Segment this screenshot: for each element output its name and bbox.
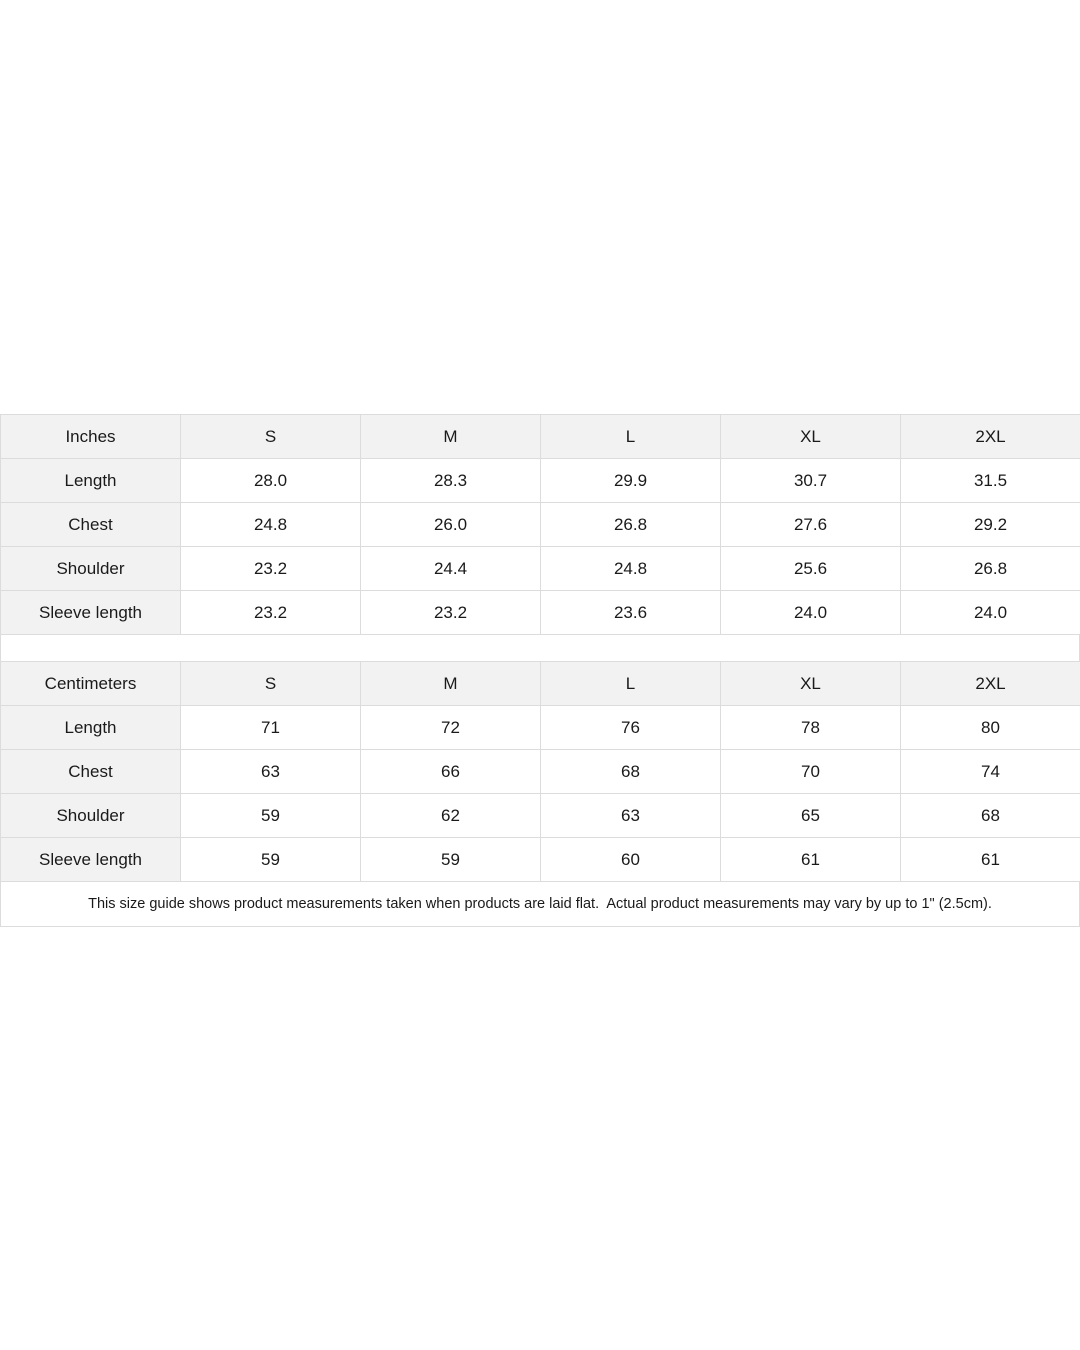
- row-label-sleeve-length: Sleeve length: [1, 838, 181, 882]
- row-label-length: Length: [1, 459, 181, 503]
- row-label-shoulder: Shoulder: [1, 794, 181, 838]
- row-label-chest: Chest: [1, 503, 181, 547]
- table-cell: 70: [721, 750, 901, 794]
- centimeters-header-row: [1, 662, 1080, 706]
- table-cell: 60: [541, 838, 721, 882]
- row-label-sleeve-length: Sleeve length: [1, 591, 181, 635]
- table-cell: 28.3: [361, 459, 541, 503]
- size-header-2xl: 2XL: [901, 415, 1080, 459]
- table-cell: 24.0: [901, 591, 1080, 635]
- table-cell: 76: [541, 706, 721, 750]
- table-cell: 59: [181, 794, 361, 838]
- table-cell: 30.7: [721, 459, 901, 503]
- row-label-length: Length: [1, 706, 181, 750]
- table-cell: 24.8: [541, 547, 721, 591]
- centimeters-table: [0, 661, 1080, 882]
- table-cell: 66: [361, 750, 541, 794]
- size-header-2xl: 2XL: [901, 662, 1080, 706]
- inches-table: [0, 414, 1080, 635]
- row-label-chest: Chest: [1, 750, 181, 794]
- table-cell: 59: [361, 838, 541, 882]
- table-cell: 68: [541, 750, 721, 794]
- table-row: [1, 750, 1080, 794]
- table-row: [1, 591, 1080, 635]
- table-cell: 27.6: [721, 503, 901, 547]
- size-header-s: S: [181, 662, 361, 706]
- table-cell: 29.2: [901, 503, 1080, 547]
- unit-label-centimeters: Centimeters: [1, 662, 181, 706]
- table-cell: 23.6: [541, 591, 721, 635]
- table-cell: 71: [181, 706, 361, 750]
- inches-header-row: [1, 415, 1080, 459]
- size-header-l: L: [541, 415, 721, 459]
- table-cell: 61: [721, 838, 901, 882]
- table-row: [1, 706, 1080, 750]
- table-cell: 62: [361, 794, 541, 838]
- table-cell: 72: [361, 706, 541, 750]
- table-cell: 26.8: [901, 547, 1080, 591]
- table-cell: 63: [541, 794, 721, 838]
- table-cell: 28.0: [181, 459, 361, 503]
- size-header-xl: XL: [721, 415, 901, 459]
- table-cell: 61: [901, 838, 1080, 882]
- table-row: [1, 503, 1080, 547]
- measurement-note: This size guide shows product measurements taken when products are laid flat. Actual product measurements may vary by up to 1" (2.5cm).: [0, 882, 1080, 927]
- table-cell: 24.4: [361, 547, 541, 591]
- table-row: [1, 459, 1080, 503]
- table-row: [1, 547, 1080, 591]
- table-cell: 59: [181, 838, 361, 882]
- table-cell: 80: [901, 706, 1080, 750]
- row-label-shoulder: Shoulder: [1, 547, 181, 591]
- table-cell: 65: [721, 794, 901, 838]
- table-cell: 23.2: [361, 591, 541, 635]
- table-row: [1, 838, 1080, 882]
- table-cell: 23.2: [181, 547, 361, 591]
- table-cell: 63: [181, 750, 361, 794]
- table-cell: 29.9: [541, 459, 721, 503]
- size-header-xl: XL: [721, 662, 901, 706]
- table-cell: 78: [721, 706, 901, 750]
- table-spacer: [0, 635, 1080, 661]
- size-header-s: S: [181, 415, 361, 459]
- size-header-m: M: [361, 415, 541, 459]
- table-cell: 24.8: [181, 503, 361, 547]
- unit-label-inches: Inches: [1, 415, 181, 459]
- table-cell: 24.0: [721, 591, 901, 635]
- table-cell: 31.5: [901, 459, 1080, 503]
- size-header-m: M: [361, 662, 541, 706]
- table-row: [1, 794, 1080, 838]
- table-cell: 25.6: [721, 547, 901, 591]
- table-cell: 68: [901, 794, 1080, 838]
- size-header-l: L: [541, 662, 721, 706]
- table-cell: 23.2: [181, 591, 361, 635]
- table-cell: 26.8: [541, 503, 721, 547]
- table-cell: 26.0: [361, 503, 541, 547]
- table-cell: 74: [901, 750, 1080, 794]
- size-guide: [0, 414, 1080, 927]
